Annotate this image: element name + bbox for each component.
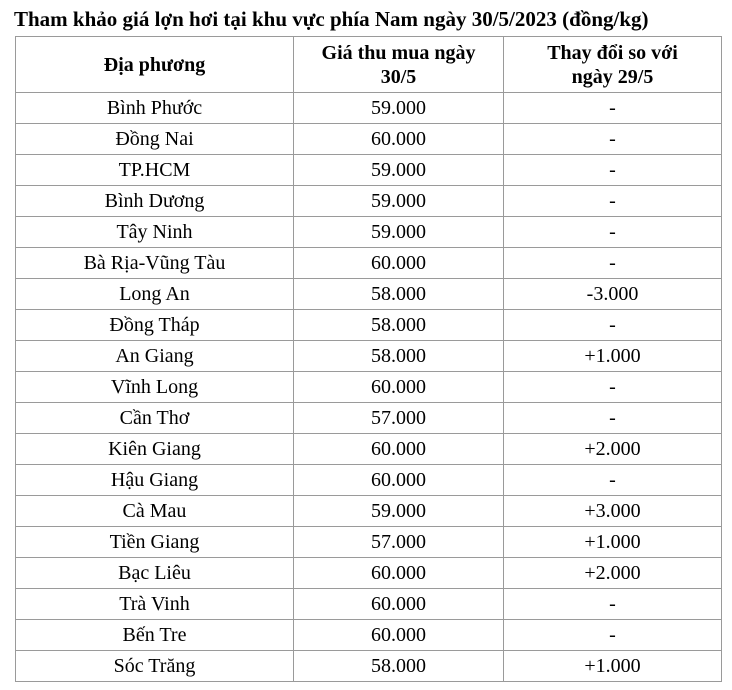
change-cell: -: [504, 403, 722, 434]
price-cell: 59.000: [294, 186, 504, 217]
change-cell: -: [504, 248, 722, 279]
region-cell: Bình Phước: [16, 93, 294, 124]
header-price: [294, 37, 504, 93]
table-body: [16, 93, 722, 682]
price-cell: 60.000: [294, 620, 504, 651]
region-cell: Hậu Giang: [16, 465, 294, 496]
price-cell: 59.000: [294, 155, 504, 186]
region-cell: Vĩnh Long: [16, 372, 294, 403]
table-row: [16, 310, 722, 341]
change-cell: -: [504, 589, 722, 620]
price-cell: 57.000: [294, 403, 504, 434]
region-cell: Bạc Liêu: [16, 558, 294, 589]
change-cell: +3.000: [504, 496, 722, 527]
table-row: [16, 527, 722, 558]
change-cell: -: [504, 372, 722, 403]
price-cell: 58.000: [294, 279, 504, 310]
change-cell: -: [504, 93, 722, 124]
price-cell: 60.000: [294, 372, 504, 403]
header-change-label: Thay đổi so với ngày 29/5: [547, 41, 678, 88]
table-row: [16, 341, 722, 372]
change-cell: -3.000: [504, 279, 722, 310]
price-cell: 60.000: [294, 248, 504, 279]
region-cell: Trà Vinh: [16, 589, 294, 620]
change-cell: -: [504, 465, 722, 496]
table-row: [16, 651, 722, 682]
table-row: [16, 155, 722, 186]
price-cell: 58.000: [294, 341, 504, 372]
table-caption: Tham khảo giá lợn hơi tại khu vực phía Nam ngày 30/5/2023 (đồng/kg): [14, 7, 649, 31]
region-cell: Bà Rịa-Vũng Tàu: [16, 248, 294, 279]
table-row: [16, 558, 722, 589]
table-row: [16, 403, 722, 434]
table-row: [16, 248, 722, 279]
region-cell: Bến Tre: [16, 620, 294, 651]
price-cell: 60.000: [294, 124, 504, 155]
header-region: [16, 37, 294, 93]
table-row: [16, 372, 722, 403]
price-cell: 60.000: [294, 558, 504, 589]
price-cell: 59.000: [294, 217, 504, 248]
price-cell: 58.000: [294, 310, 504, 341]
region-cell: TP.HCM: [16, 155, 294, 186]
region-cell: Tiền Giang: [16, 527, 294, 558]
price-cell: 57.000: [294, 527, 504, 558]
price-cell: 60.000: [294, 434, 504, 465]
region-cell: Bình Dương: [16, 186, 294, 217]
change-cell: -: [504, 155, 722, 186]
price-cell: 58.000: [294, 651, 504, 682]
change-cell: +2.000: [504, 434, 722, 465]
region-cell: Đồng Tháp: [16, 310, 294, 341]
change-cell: +1.000: [504, 341, 722, 372]
header-price-label: Giá thu mua ngày 30/5: [321, 41, 476, 88]
table-row: [16, 620, 722, 651]
change-cell: +2.000: [504, 558, 722, 589]
table-row: [16, 589, 722, 620]
table-header-row: [16, 37, 722, 93]
change-cell: -: [504, 186, 722, 217]
table-row: [16, 93, 722, 124]
change-cell: -: [504, 310, 722, 341]
region-cell: Cần Thơ: [16, 403, 294, 434]
change-cell: -: [504, 124, 722, 155]
price-cell: 60.000: [294, 465, 504, 496]
region-cell: Tây Ninh: [16, 217, 294, 248]
header-change: [504, 37, 722, 93]
table-row: [16, 279, 722, 310]
region-cell: An Giang: [16, 341, 294, 372]
header-region-label: Địa phương: [103, 53, 206, 76]
table-row: [16, 434, 722, 465]
change-cell: +1.000: [504, 527, 722, 558]
price-cell: 59.000: [294, 93, 504, 124]
region-cell: Long An: [16, 279, 294, 310]
region-cell: Kiên Giang: [16, 434, 294, 465]
change-cell: -: [504, 217, 722, 248]
price-cell: 60.000: [294, 589, 504, 620]
change-cell: -: [504, 620, 722, 651]
region-cell: Sóc Trăng: [16, 651, 294, 682]
table-row: [16, 186, 722, 217]
region-cell: Đồng Nai: [16, 124, 294, 155]
table-row: [16, 124, 722, 155]
table-row: [16, 217, 722, 248]
price-cell: 59.000: [294, 496, 504, 527]
change-cell: +1.000: [504, 651, 722, 682]
pig-price-table: [15, 36, 722, 682]
table-row: [16, 496, 722, 527]
table-row: [16, 465, 722, 496]
region-cell: Cà Mau: [16, 496, 294, 527]
